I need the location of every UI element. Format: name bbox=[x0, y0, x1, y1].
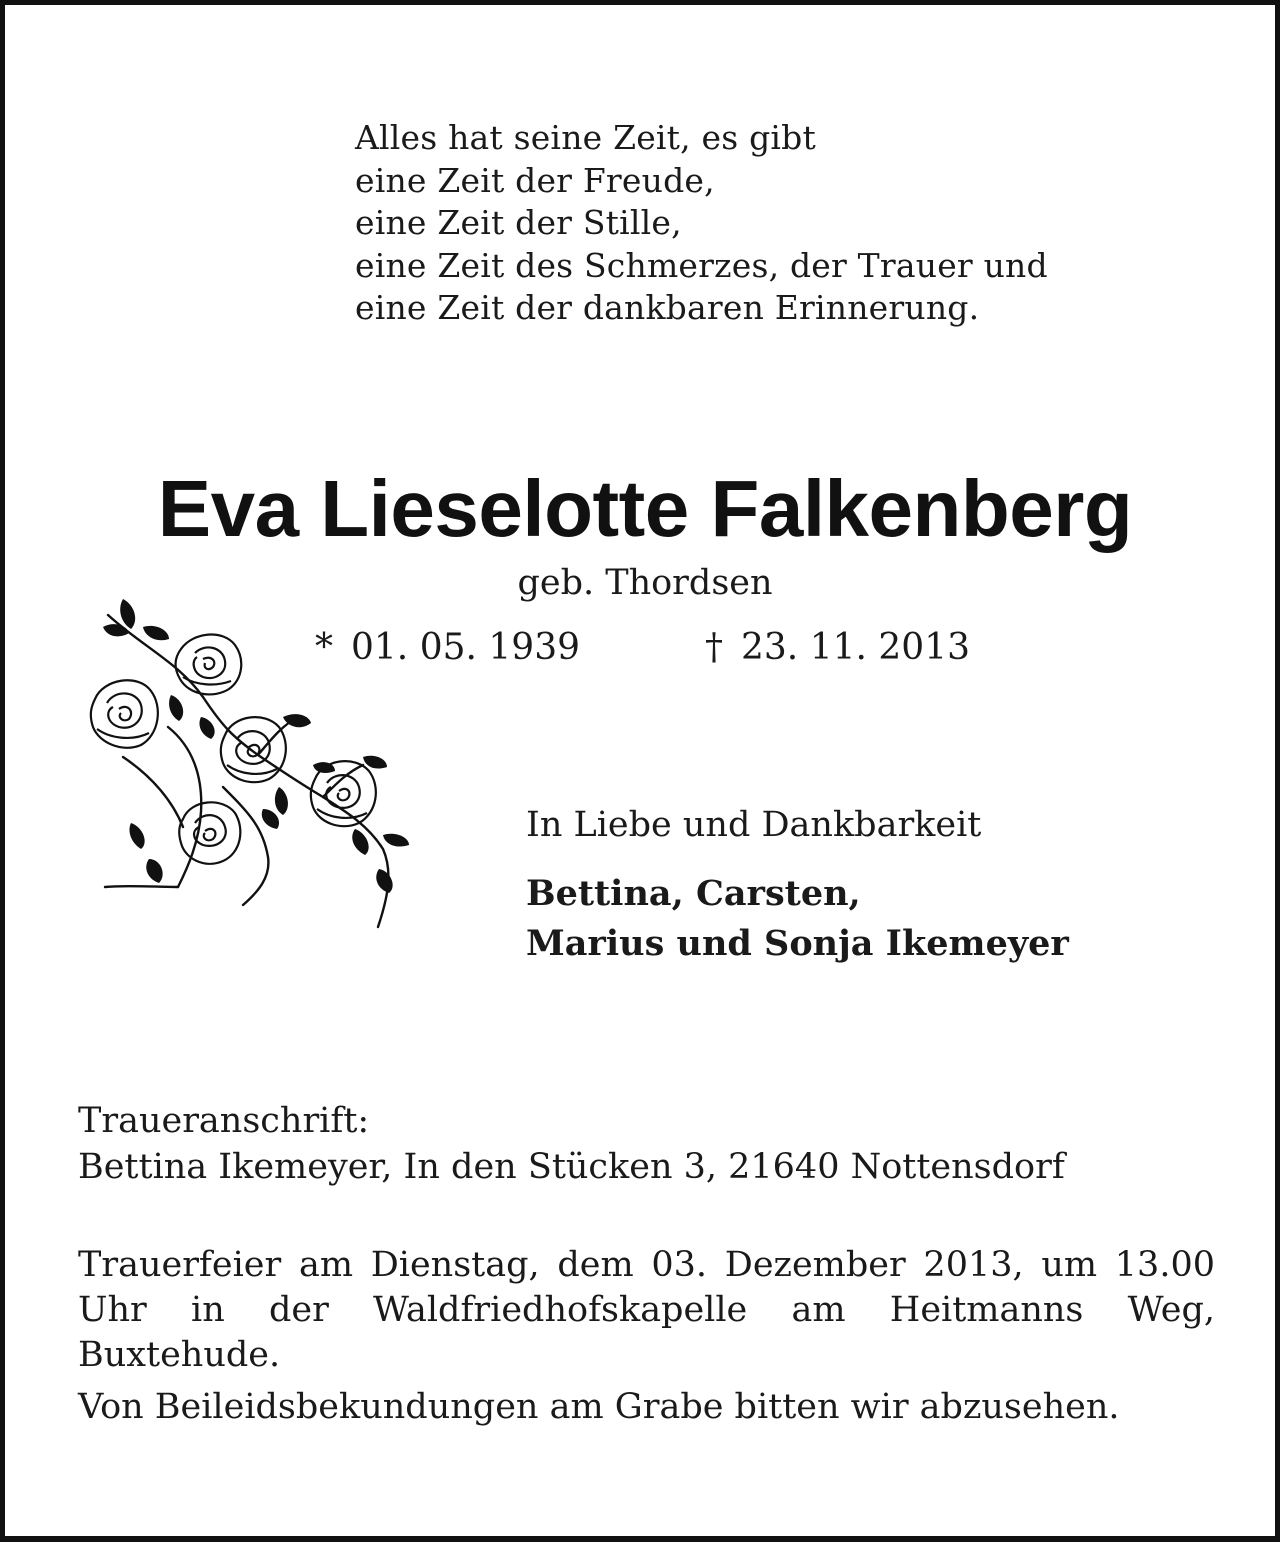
death-symbol: † bbox=[705, 627, 723, 668]
death-date-value: 23. 11. 2013 bbox=[741, 627, 971, 668]
deceased-name: Eva Lieselotte Falkenberg bbox=[157, 464, 1133, 553]
ceremony-info: Trauerfeier am Dienstag, dem 03. Dezember 2013, um 13.00 Uhr in der Waldfriedhofskapelle am Heitmanns Weg, Buxtehude. bbox=[78, 1245, 1215, 1375]
poem bbox=[355, 117, 1048, 330]
poem-line: eine Zeit der dankbaren Erinnerung. bbox=[355, 288, 980, 327]
poem-line: Alles hat seine Zeit, es gibt bbox=[355, 118, 816, 157]
closing-phrase: In Liebe und Dankbarkeit bbox=[526, 805, 982, 845]
maiden-name: geb. Thordsen bbox=[517, 563, 773, 603]
poem-line: eine Zeit des Schmerzes, der Trauer und bbox=[355, 245, 1048, 285]
condolence-note: Von Beileidsbekundungen am Grabe bitten wir abzusehen. bbox=[78, 1387, 1120, 1427]
birth-date-value: 01. 05. 1939 bbox=[351, 627, 581, 668]
family-line: Bettina, Carsten, bbox=[526, 873, 861, 914]
death-date bbox=[705, 627, 970, 668]
address-label: Traueranschrift: bbox=[78, 1101, 370, 1141]
family-line: Marius und Sonja Ikemeyer bbox=[526, 923, 1069, 964]
family-signature bbox=[526, 869, 1069, 969]
address-line: Bettina Ikemeyer, In den Stücken 3, 21640 Nottensdorf bbox=[78, 1147, 1065, 1187]
poem-line: eine Zeit der Freude, bbox=[355, 160, 715, 200]
birth-symbol: * bbox=[315, 627, 333, 668]
mourning-address bbox=[78, 1098, 1065, 1190]
roses-icon bbox=[83, 587, 418, 932]
poem-line: eine Zeit der Stille, bbox=[355, 203, 682, 242]
